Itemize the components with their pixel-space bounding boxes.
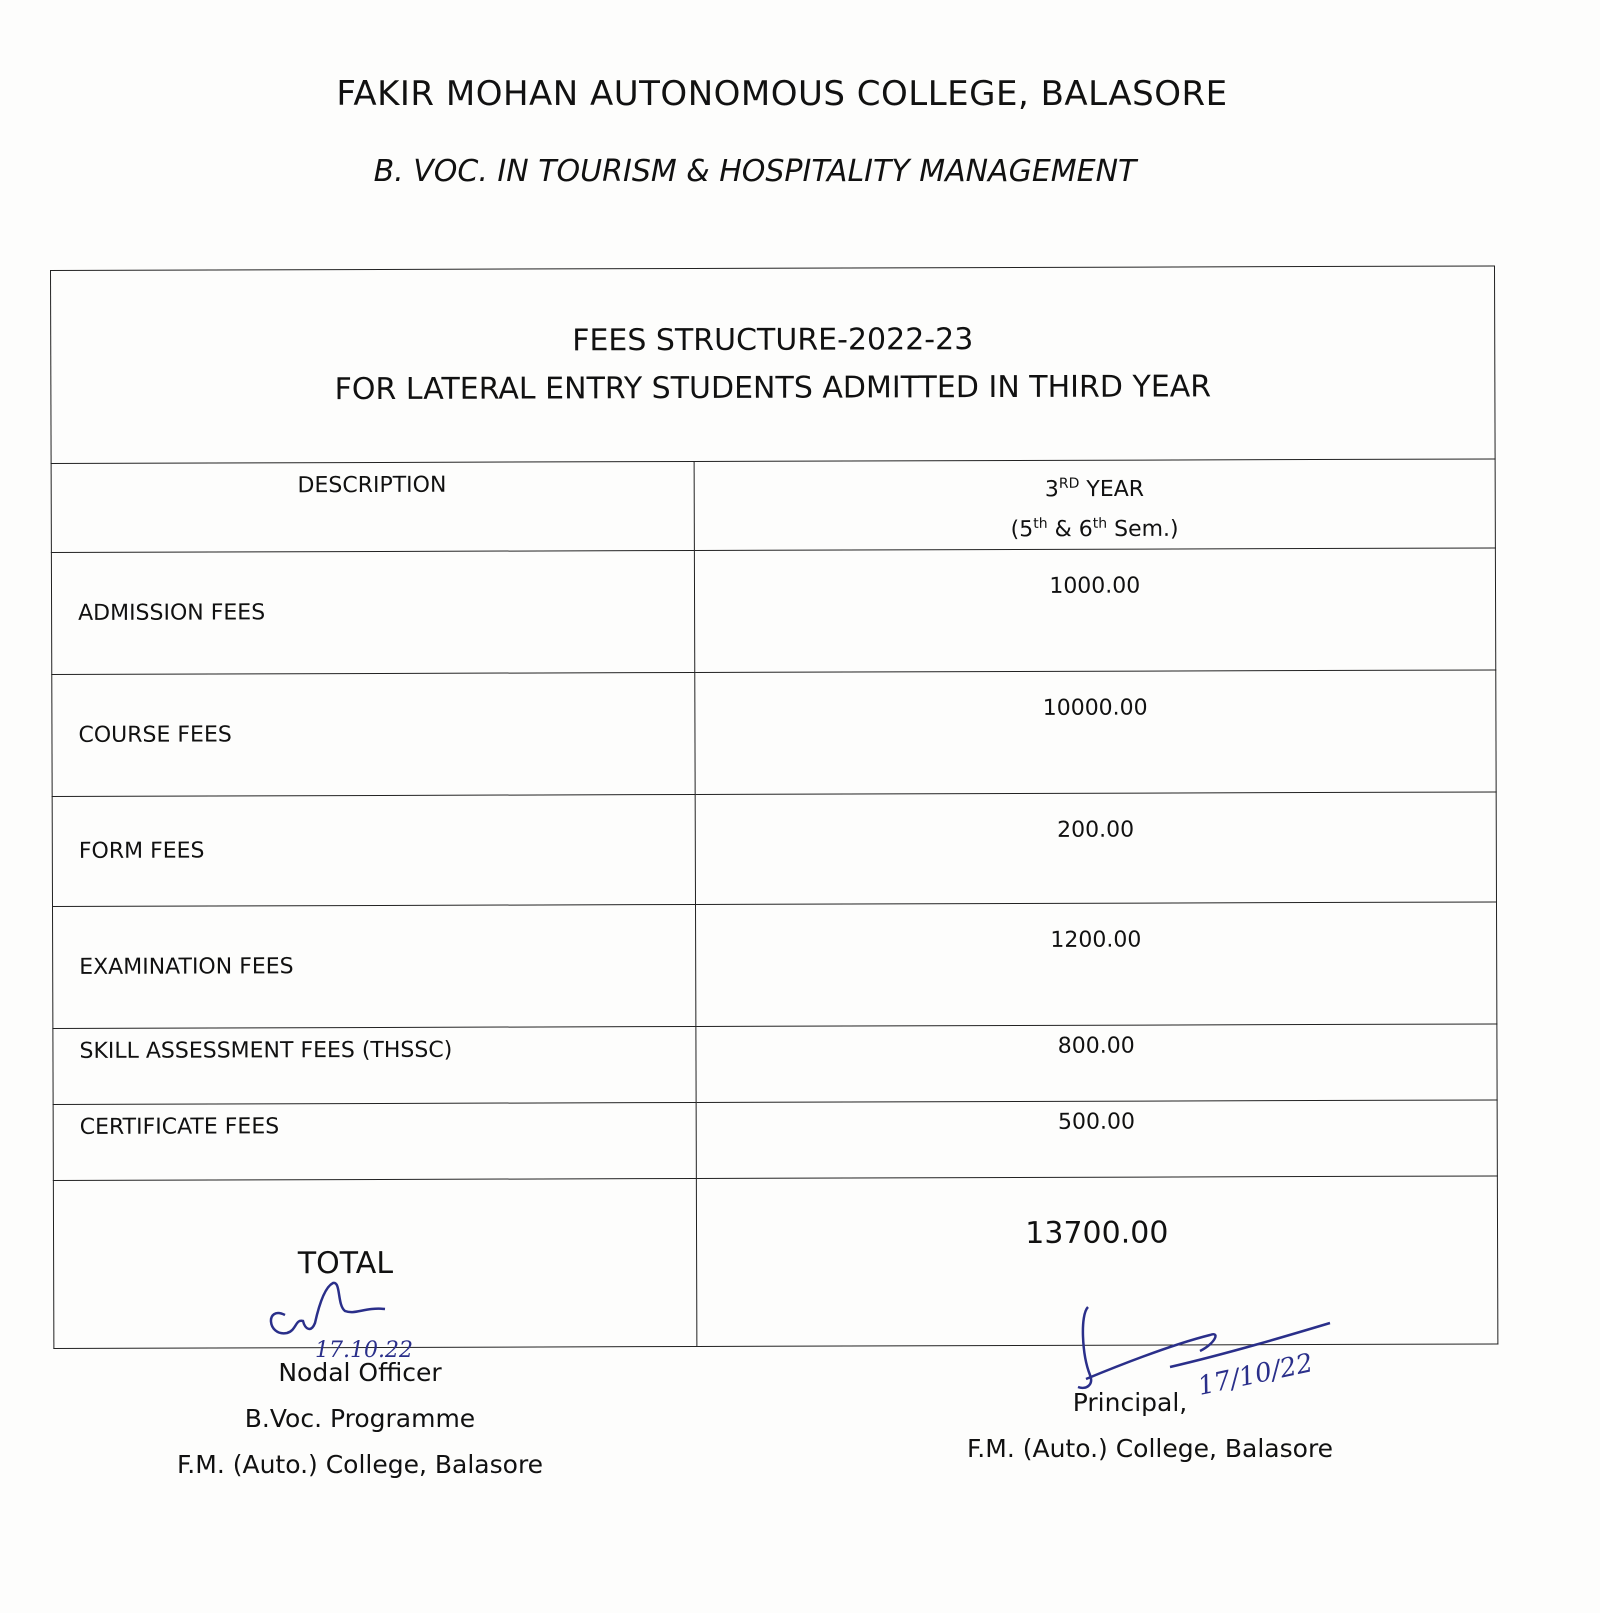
table-title-line2: FOR LATERAL ENTRY STUDENTS ADMITTED IN THIRD YEAR — [334, 369, 1212, 408]
row-amount: 200.00 — [695, 792, 1497, 905]
table-row — [52, 902, 1496, 1029]
sem-a-sup: th — [1033, 516, 1048, 533]
total-amount: 13700.00 — [696, 1176, 1498, 1347]
sem-end: Sem.) — [1107, 517, 1179, 543]
programme-title: B. VOC. IN TOURISM & HOSPITALITY MANAGEMENT — [373, 154, 1137, 189]
college-name: FAKIR MOHAN AUTONOMOUS COLLEGE, BALASORE — [336, 74, 1228, 114]
column-header-year — [694, 459, 1496, 550]
table-row — [52, 792, 1496, 907]
semester-label — [695, 506, 1494, 549]
nodal-officer-title: Nodal Officer — [278, 1358, 442, 1387]
row-description: CERTIFICATE FEES — [53, 1102, 696, 1180]
nodal-officer-programme: B.Voc. Programme — [244, 1404, 476, 1433]
column-header-description — [51, 461, 694, 552]
table-title-line1: FEES STRUCTURE-2022-23 — [572, 322, 974, 359]
sem-a: (5 — [1010, 517, 1034, 543]
row-description: FORM FEES — [52, 794, 695, 906]
total-label: TOTAL — [53, 1178, 696, 1348]
fees-table — [50, 265, 1498, 1348]
nodal-officer-date: 17.10.22 — [315, 1338, 413, 1363]
row-amount: 1200.00 — [695, 902, 1497, 1027]
year-sup: RD — [1058, 475, 1080, 492]
year-word: YEAR — [1079, 476, 1145, 503]
table-row — [53, 1024, 1497, 1105]
row-description: ADMISSION FEES — [51, 550, 694, 674]
sem-mid: & 6 — [1047, 517, 1093, 543]
row-description: SKILL ASSESSMENT FEES (THSSC) — [53, 1026, 696, 1104]
table-title — [51, 266, 1496, 464]
nodal-officer-college: F.M. (Auto.) College, Balasore — [176, 1450, 544, 1479]
row-amount: 10000.00 — [694, 670, 1496, 795]
sem-b-sup: th — [1092, 516, 1108, 533]
row-amount: 1000.00 — [694, 548, 1496, 673]
row-amount: 500.00 — [696, 1100, 1498, 1179]
row-description: EXAMINATION FEES — [52, 904, 695, 1028]
principal-block — [940, 1380, 1360, 1472]
row-amount: 800.00 — [695, 1024, 1497, 1103]
principal-date: 17/10/22 — [1195, 1348, 1316, 1402]
principal-college: F.M. (Auto.) College, Balasore — [966, 1434, 1334, 1463]
table-row — [53, 1100, 1497, 1181]
year-num: 3 — [1044, 477, 1059, 503]
table-row — [52, 670, 1496, 797]
column-header-description-label: DESCRIPTION — [297, 472, 447, 499]
row-description: COURSE FEES — [52, 672, 695, 796]
year-label — [695, 465, 1494, 508]
nodal-officer-block — [150, 1350, 570, 1488]
principal-title: Principal, — [1072, 1388, 1188, 1417]
table-row — [51, 548, 1495, 675]
